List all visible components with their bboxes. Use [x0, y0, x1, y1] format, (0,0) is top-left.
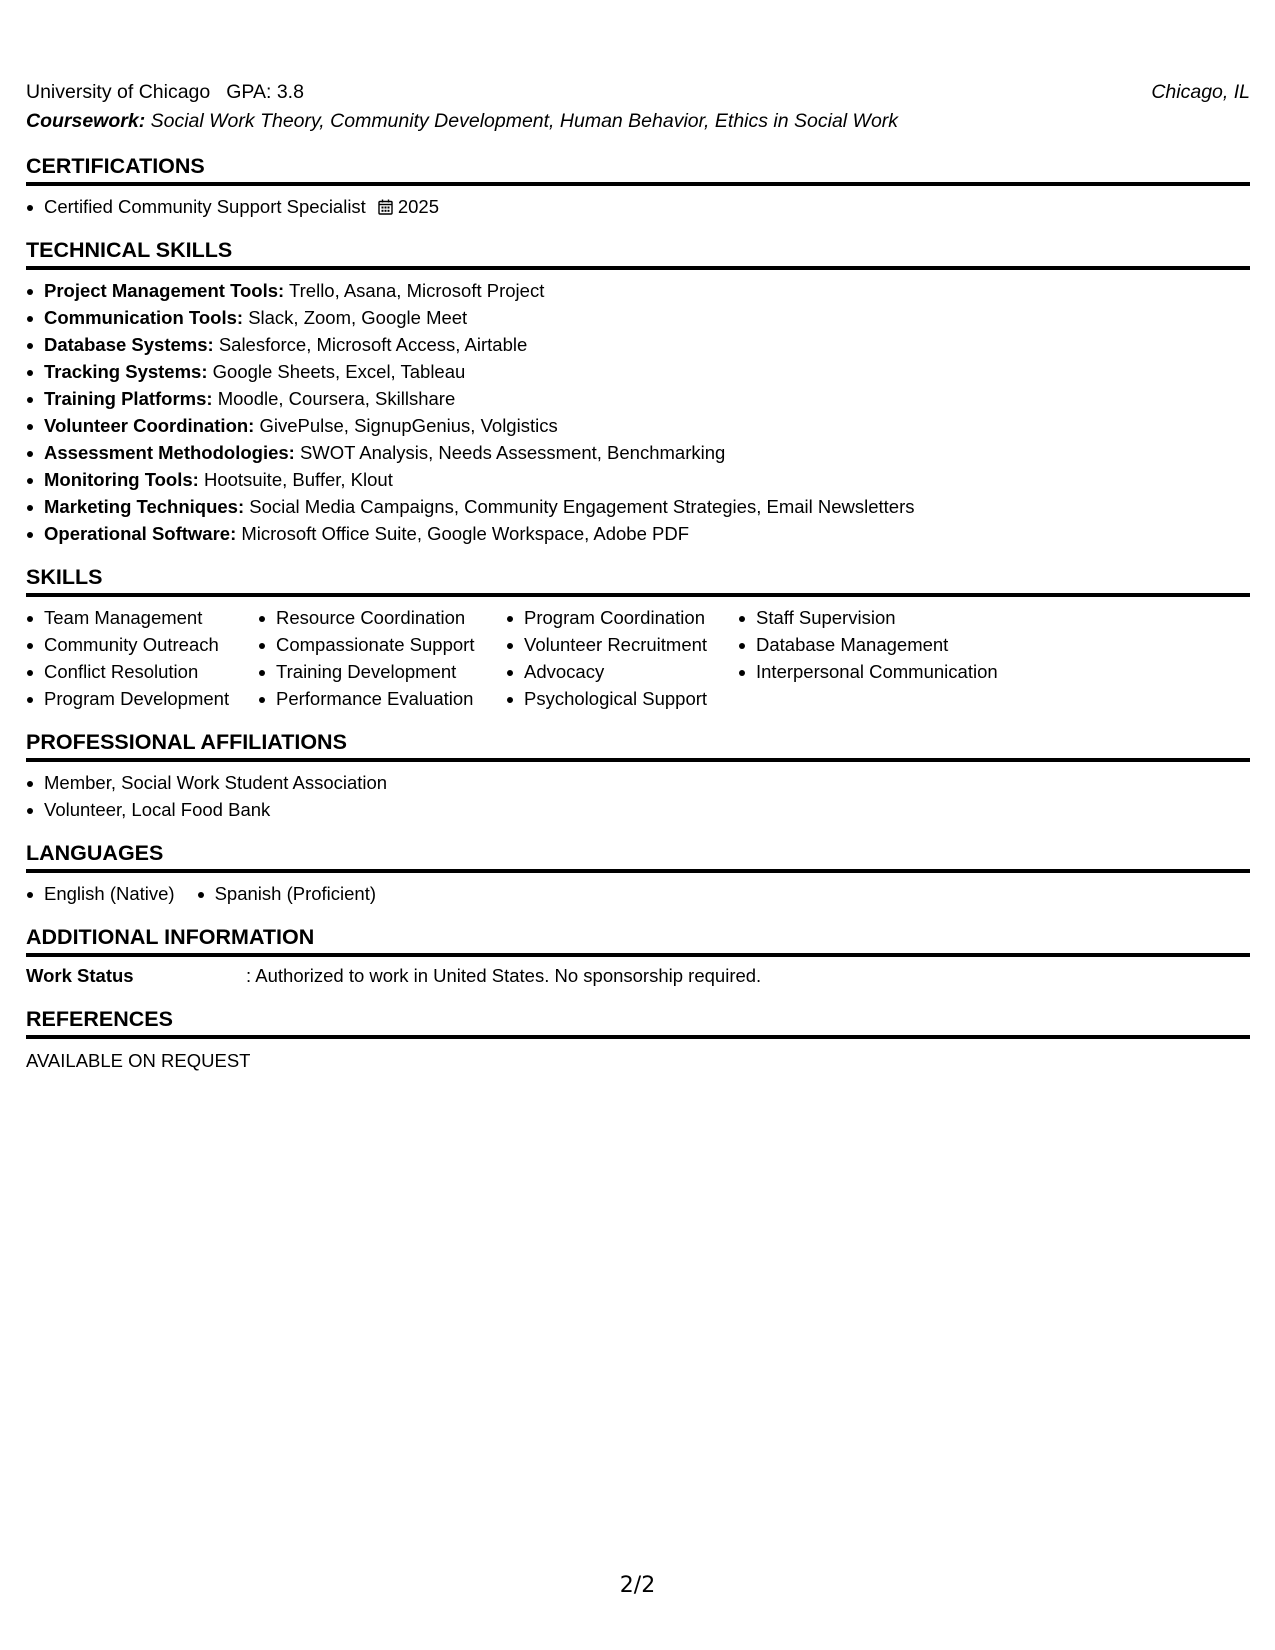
- certification-year: 2025: [397, 196, 439, 217]
- technical-skill-value: Microsoft Office Suite, Google Workspace, Adobe PDF: [241, 523, 690, 544]
- section-heading-affiliations: PROFESSIONAL AFFILIATIONS: [26, 712, 1250, 762]
- languages-list: [26, 873, 1250, 907]
- skill-item: Team Management: [26, 604, 258, 631]
- references-section: [26, 989, 1250, 1074]
- skill-item: Compassionate Support: [258, 631, 506, 658]
- section-heading-additional-info: ADDITIONAL INFORMATION: [26, 907, 1250, 957]
- additional-info-section: [26, 907, 1250, 989]
- technical-skill-item: [26, 466, 1250, 493]
- work-status-row: [26, 957, 1250, 989]
- skill-item: Resource Coordination: [258, 604, 506, 631]
- coursework-list: Social Work Theory, Community Development, Human Behavior, Ethics in Social Work: [150, 110, 899, 132]
- technical-skill-label: Marketing Techniques:: [44, 496, 245, 517]
- languages-section: [26, 823, 1250, 907]
- section-heading-technical-skills: TECHNICAL SKILLS: [26, 220, 1250, 270]
- affiliations-list: [26, 762, 1250, 823]
- work-status-value: : Authorized to work in United States. No sponsorship required.: [246, 965, 762, 986]
- gpa: GPA: 3.8: [226, 81, 304, 103]
- skills-columns: [26, 597, 1250, 712]
- coursework-line: [26, 107, 1250, 136]
- technical-skill-label: Monitoring Tools:: [44, 469, 199, 490]
- work-status-label: Work Status: [26, 965, 134, 986]
- section-heading-languages: LANGUAGES: [26, 823, 1250, 873]
- technical-skill-value: Salesforce, Microsoft Access, Airtable: [218, 334, 528, 355]
- skill-item: Program Coordination: [506, 604, 738, 631]
- language-item: English (Native): [26, 880, 175, 907]
- resume-page: [26, 78, 1250, 1074]
- technical-skill-item: [26, 358, 1250, 385]
- technical-skill-item: [26, 493, 1250, 520]
- technical-skill-label: Training Platforms:: [44, 388, 213, 409]
- school-name: University of Chicago: [26, 81, 211, 103]
- technical-skill-label: Assessment Methodologies:: [44, 442, 295, 463]
- skills-column: [506, 604, 738, 712]
- technical-skill-value: Slack, Zoom, Google Meet: [248, 307, 468, 328]
- skill-item: Database Management: [738, 631, 1038, 658]
- skills-column: [738, 604, 1038, 712]
- skills-column: [26, 604, 258, 712]
- technical-skills-list: [26, 270, 1250, 547]
- affiliations-section: [26, 712, 1250, 823]
- education-row: [26, 78, 1250, 107]
- section-heading-references: REFERENCES: [26, 989, 1250, 1039]
- technical-skill-item: [26, 385, 1250, 412]
- technical-skill-value: SWOT Analysis, Needs Assessment, Benchmarking: [299, 442, 726, 463]
- technical-skill-label: Database Systems:: [44, 334, 214, 355]
- skill-item: Conflict Resolution: [26, 658, 258, 685]
- skill-item: Program Development: [26, 685, 258, 712]
- technical-skill-item: [26, 304, 1250, 331]
- affiliation-item: Volunteer, Local Food Bank: [26, 796, 1250, 823]
- certifications-section: [26, 136, 1250, 220]
- technical-skill-item: [26, 331, 1250, 358]
- coursework-label: Coursework:: [26, 110, 146, 132]
- technical-skill-value: Trello, Asana, Microsoft Project: [289, 280, 545, 301]
- technical-skills-section: [26, 220, 1250, 547]
- section-heading-skills: SKILLS: [26, 547, 1250, 597]
- technical-skill-item: [26, 520, 1250, 547]
- technical-skill-label: Communication Tools:: [44, 307, 244, 328]
- references-text: AVAILABLE ON REQUEST: [26, 1050, 251, 1071]
- technical-skill-item: [26, 277, 1250, 304]
- technical-skill-value: Social Media Campaigns, Community Engagement Strategies, Email Newsletters: [249, 496, 915, 517]
- skills-column: [258, 604, 506, 712]
- skill-item: Performance Evaluation: [258, 685, 506, 712]
- technical-skill-value: Hootsuite, Buffer, Klout: [203, 469, 393, 490]
- certification-item: [26, 193, 1250, 220]
- education-location: Chicago, IL: [1151, 81, 1250, 103]
- certification-name: Certified Community Support Specialist: [44, 196, 366, 217]
- technical-skill-label: Volunteer Coordination:: [44, 415, 255, 436]
- skill-item: Psychological Support: [506, 685, 738, 712]
- page-number: 2/2: [619, 1573, 656, 1598]
- certifications-list: [26, 186, 1250, 220]
- skill-item: Advocacy: [506, 658, 738, 685]
- education-school-gpa: [26, 78, 304, 107]
- technical-skill-value: GivePulse, SignupGenius, Volgistics: [259, 415, 558, 436]
- skill-item: Interpersonal Communication: [738, 658, 1038, 685]
- skill-item: Staff Supervision: [738, 604, 1038, 631]
- skill-item: Training Development: [258, 658, 506, 685]
- skill-item: Volunteer Recruitment: [506, 631, 738, 658]
- technical-skill-label: Operational Software:: [44, 523, 237, 544]
- calendar-icon: [378, 199, 393, 215]
- language-item: Spanish (Proficient): [197, 880, 376, 907]
- skill-item: Community Outreach: [26, 631, 258, 658]
- technical-skill-label: Project Management Tools:: [44, 280, 285, 301]
- section-heading-certifications: CERTIFICATIONS: [26, 136, 1250, 186]
- technical-skill-label: Tracking Systems:: [44, 361, 208, 382]
- technical-skill-item: [26, 439, 1250, 466]
- technical-skill-value: Google Sheets, Excel, Tableau: [212, 361, 466, 382]
- affiliation-item: Member, Social Work Student Association: [26, 769, 1250, 796]
- technical-skill-value: Moodle, Coursera, Skillshare: [217, 388, 456, 409]
- skills-section: [26, 547, 1250, 712]
- technical-skill-item: [26, 412, 1250, 439]
